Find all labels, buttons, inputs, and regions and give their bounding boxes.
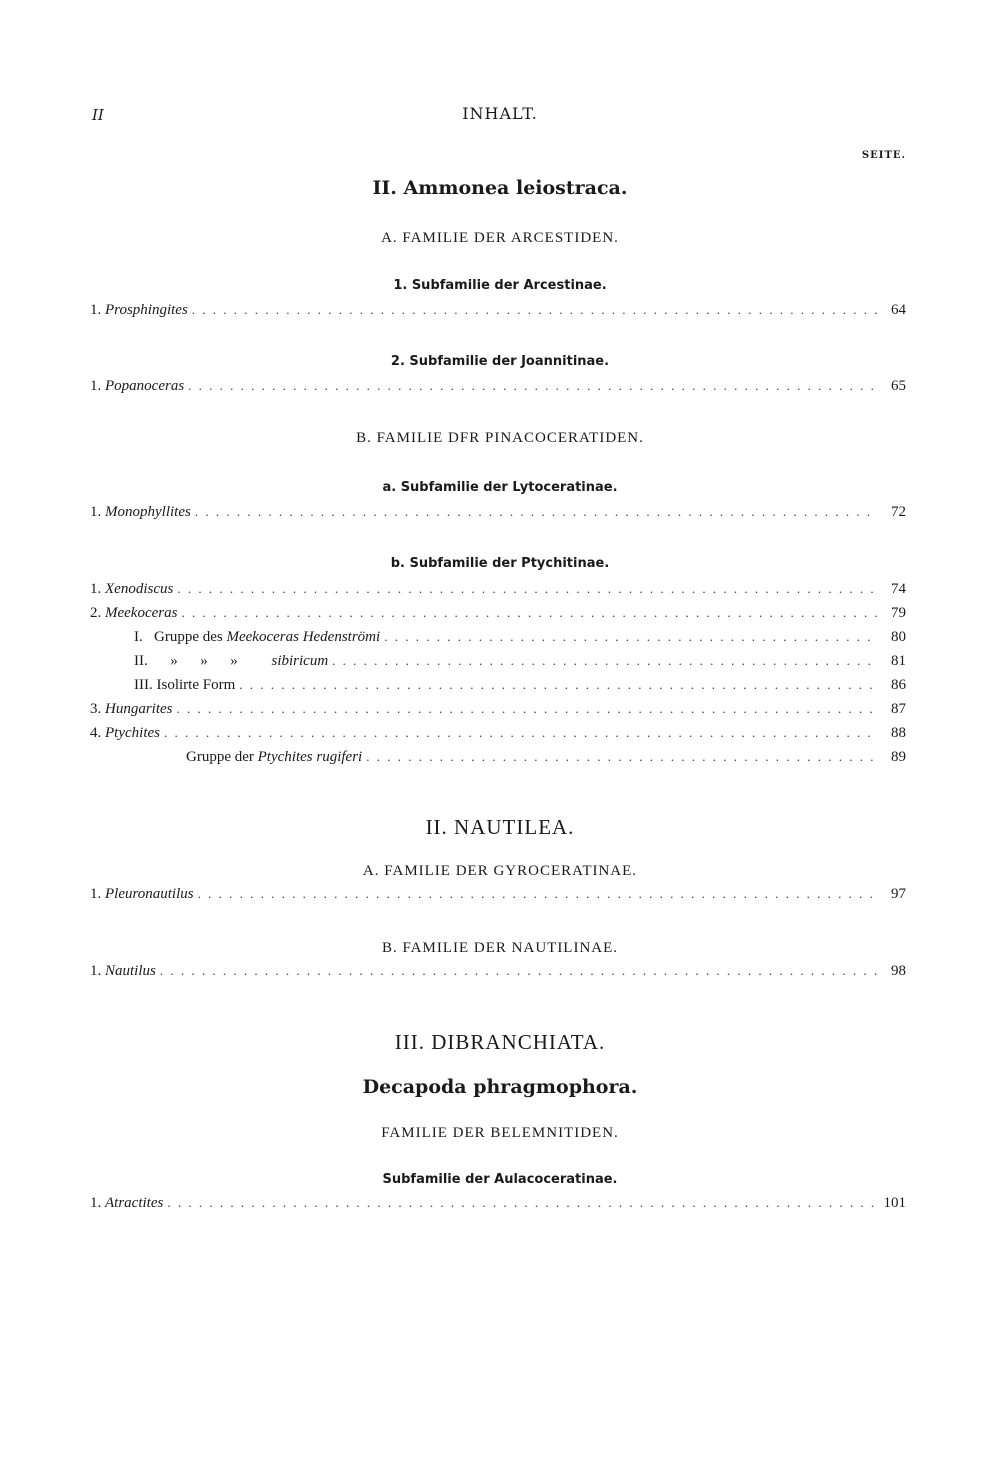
entry-page: 74 [891, 581, 906, 597]
toc-entry[interactable]: 1. Atractites . . . 101 [90, 1195, 906, 1217]
entry-page: 81 [891, 653, 906, 669]
section-title: II. NAUTILEA. [425, 815, 575, 839]
entry-page: 72 [891, 504, 906, 520]
toc-entry[interactable]: 1. Xenodiscus . . . 74 [90, 581, 906, 603]
page-number: II [92, 106, 104, 124]
subfamily-heading: 2. Subfamilie der Joannitinae. [390, 354, 610, 369]
entry-page: 80 [891, 629, 906, 645]
subfamily-heading: Subfamilie der Aulacoceratinae. [382, 1172, 618, 1187]
family-heading: B. FAMILIE DER NAUTILINAE. [381, 940, 619, 956]
toc-entry[interactable]: 1. Popanoceras . . . 65 [90, 378, 906, 400]
section-title: II. Ammonea leiostraca. [372, 177, 628, 199]
section-title: III. DIBRANCHIATA. [394, 1030, 606, 1054]
subfamily-heading: 1. Subfamilie der Arcestinae. [393, 278, 607, 293]
toc-entry[interactable]: Gruppe der Ptychites rugiferi . . . 89 [90, 749, 906, 771]
entry-page: 86 [891, 677, 906, 693]
entry-page: 98 [891, 963, 906, 979]
entry-page: 87 [891, 701, 906, 717]
toc-entry[interactable]: 1. Prosphingites . . . 64 [90, 302, 906, 324]
toc-entry[interactable]: III. Isolirte Form . . . 86 [90, 677, 906, 699]
toc-entry[interactable]: 3. Hungarites . . . 87 [90, 701, 906, 723]
entry-page: 65 [891, 378, 906, 394]
toc-entry[interactable]: 4. Ptychites . . . 88 [90, 725, 906, 747]
toc-entry[interactable]: 1. Nautilus . . . 98 [90, 963, 906, 985]
running-title: INHALT. [462, 104, 538, 123]
toc-entry[interactable]: II. » » » sibiricum . . . 81 [90, 653, 906, 675]
family-heading: FAMILIE DER BELEMNITIDEN. [381, 1125, 619, 1141]
toc-entry[interactable]: 1. Pleuronautilus . . . 97 [90, 886, 906, 908]
entry-page: 88 [891, 725, 906, 741]
toc-entry[interactable]: I. Gruppe des Meekoceras Hedenströmi . . . 80 [90, 629, 906, 651]
entry-page: 79 [891, 605, 906, 621]
entry-page: 97 [891, 886, 906, 902]
entry-page: 64 [891, 302, 906, 318]
family-heading: A. FAMILIE DER GYROCERATINAE. [362, 863, 638, 879]
entry-page: 89 [891, 749, 906, 765]
family-heading: B. FAMILIE DFR PINACOCERATIDEN. [356, 430, 644, 446]
page-column-label: SEITE. [861, 150, 906, 161]
toc-entry[interactable]: 1. Monophyllites . . . 72 [90, 504, 906, 526]
toc-entry[interactable]: 2. Meekoceras . . . 79 [90, 605, 906, 627]
entry-page: 101 [883, 1195, 906, 1211]
subfamily-heading: b. Subfamilie der Ptychitinae. [390, 556, 610, 571]
subfamily-heading: a. Subfamilie der Lytoceratinae. [382, 480, 618, 495]
section-subtitle: Decapoda phragmophora. [362, 1076, 638, 1098]
family-heading: A. FAMILIE DER ARCESTIDEN. [381, 230, 619, 246]
